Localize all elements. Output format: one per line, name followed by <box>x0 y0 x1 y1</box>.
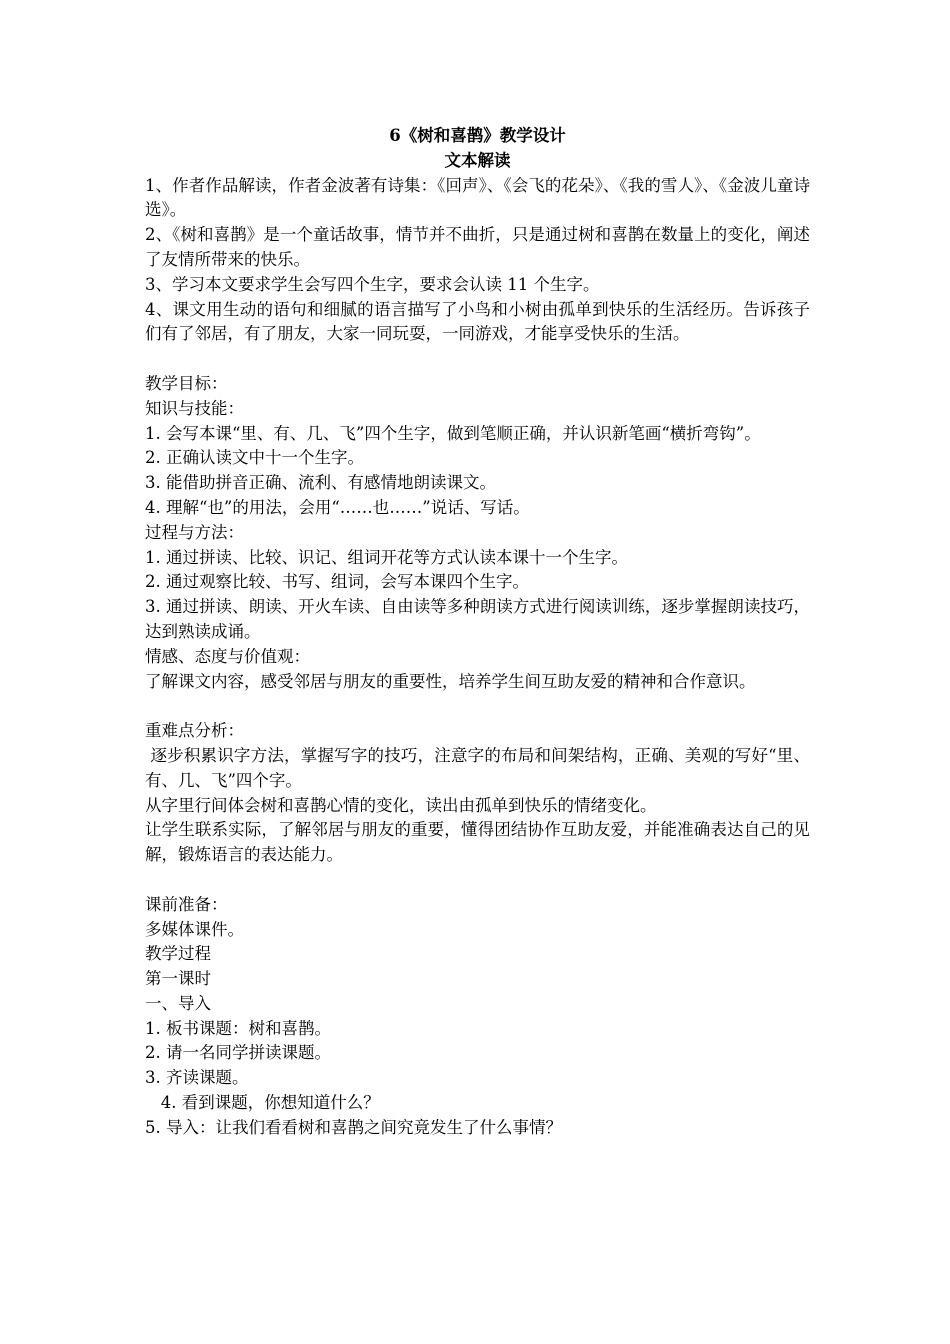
list-item: 1. 板书课题：树和喜鹊。 <box>145 1018 331 1038</box>
paragraph: 从字里行间体会树和喜鹊心情的变化，读出由孤单到快乐的情绪变化。 <box>145 795 657 815</box>
paragraph: 逐步积累识字方法，掌握写字的技巧，注意字的布局和间架结构，正确、美观的写好“里、有、几、飞”四个字。 <box>145 745 811 790</box>
section-heading: 一、导入 <box>145 993 211 1013</box>
list-item: 1. 会写本课“里、有、几、飞”四个生字，做到笔顺正确，并认识新笔画“横折弯钩”。 <box>145 423 761 443</box>
paragraph: 4、课文用生动的语句和细腻的语言描写了小鸟和小树由孤单到快乐的生活经历。告诉孩子们有了邻居，有了朋友，大家一同玩耍，一同游戏，才能享受快乐的生活。 <box>145 299 810 344</box>
list-item: 3. 齐读课题。 <box>145 1068 249 1088</box>
teaching-process-heading: 教学过程 <box>145 944 211 964</box>
paragraph: 多媒体课件。 <box>145 919 244 939</box>
paragraph: 了解课文内容，感受邻居与朋友的重要性，培养学生间互助友爱的精神和合作意识。 <box>145 671 756 691</box>
paragraph: 1、作者作品解读，作者金波著有诗集：《回声》、《会飞的花朵》、《我的雪人》、《金波儿童诗选》。 <box>145 175 810 220</box>
document-title: 6《树和喜鹊》教学设计 <box>389 126 566 145</box>
list-item: 4. 看到课题，你想知道什么？ <box>145 1093 380 1113</box>
process-method-heading: 过程与方法： <box>145 522 244 542</box>
blank-line <box>145 868 810 893</box>
key-points-heading: 重难点分析： <box>145 721 244 741</box>
paragraph: 2、《树和喜鹊》是一个童话故事，情节并不曲折，只是通过树和喜鹊在数量上的变化，阐述了友情所带来的快乐。 <box>145 225 810 269</box>
list-item: 1. 通过拼读、比较、识记、组词开花等方式认读本课十一个生字。 <box>145 547 628 567</box>
list-item: 3. 通过拼读、朗读、开火车读、自由读等多种朗读方式进行阅读训练，逐步掌握朗读技巧，达到熟读成诵。 <box>145 597 810 641</box>
list-item: 5. 导入：让我们看看树和喜鹊之间究竟发生了什么事情？ <box>145 1117 562 1137</box>
paragraph: 让学生联系实际，了解邻居与朋友的重要，懂得团结协作互助友爱，并能准确表达自己的见解，锻炼语言的表达能力。 <box>145 820 810 865</box>
list-item: 3. 能借助拼音正确、流利、有感情地朗读课文。 <box>145 473 496 493</box>
list-item: 2. 通过观察比较、书写、组词，会写本课四个生字。 <box>145 572 529 592</box>
list-item: 2. 请一名同学拼读课题。 <box>145 1043 331 1063</box>
blank-line <box>145 347 810 372</box>
list-item: 2. 正确认读文中十一个生字。 <box>145 448 364 468</box>
preparation-heading: 课前准备： <box>145 894 228 914</box>
lesson-heading: 第一课时 <box>145 969 211 989</box>
list-item: 4. 理解“也”的用法，会用“……也……”说话、写话。 <box>145 497 530 517</box>
paragraph: 3、学习本文要求学生会写四个生字，要求会认读 11 个生字。 <box>145 274 600 294</box>
section-title-text-analysis: 文本解读 <box>444 150 511 170</box>
blank-line <box>145 694 810 719</box>
goals-heading: 教学目标： <box>145 373 228 393</box>
document-page <box>145 124 810 1141</box>
knowledge-heading: 知识与技能： <box>145 398 244 418</box>
emotion-heading: 情感、态度与价值观： <box>145 646 310 666</box>
